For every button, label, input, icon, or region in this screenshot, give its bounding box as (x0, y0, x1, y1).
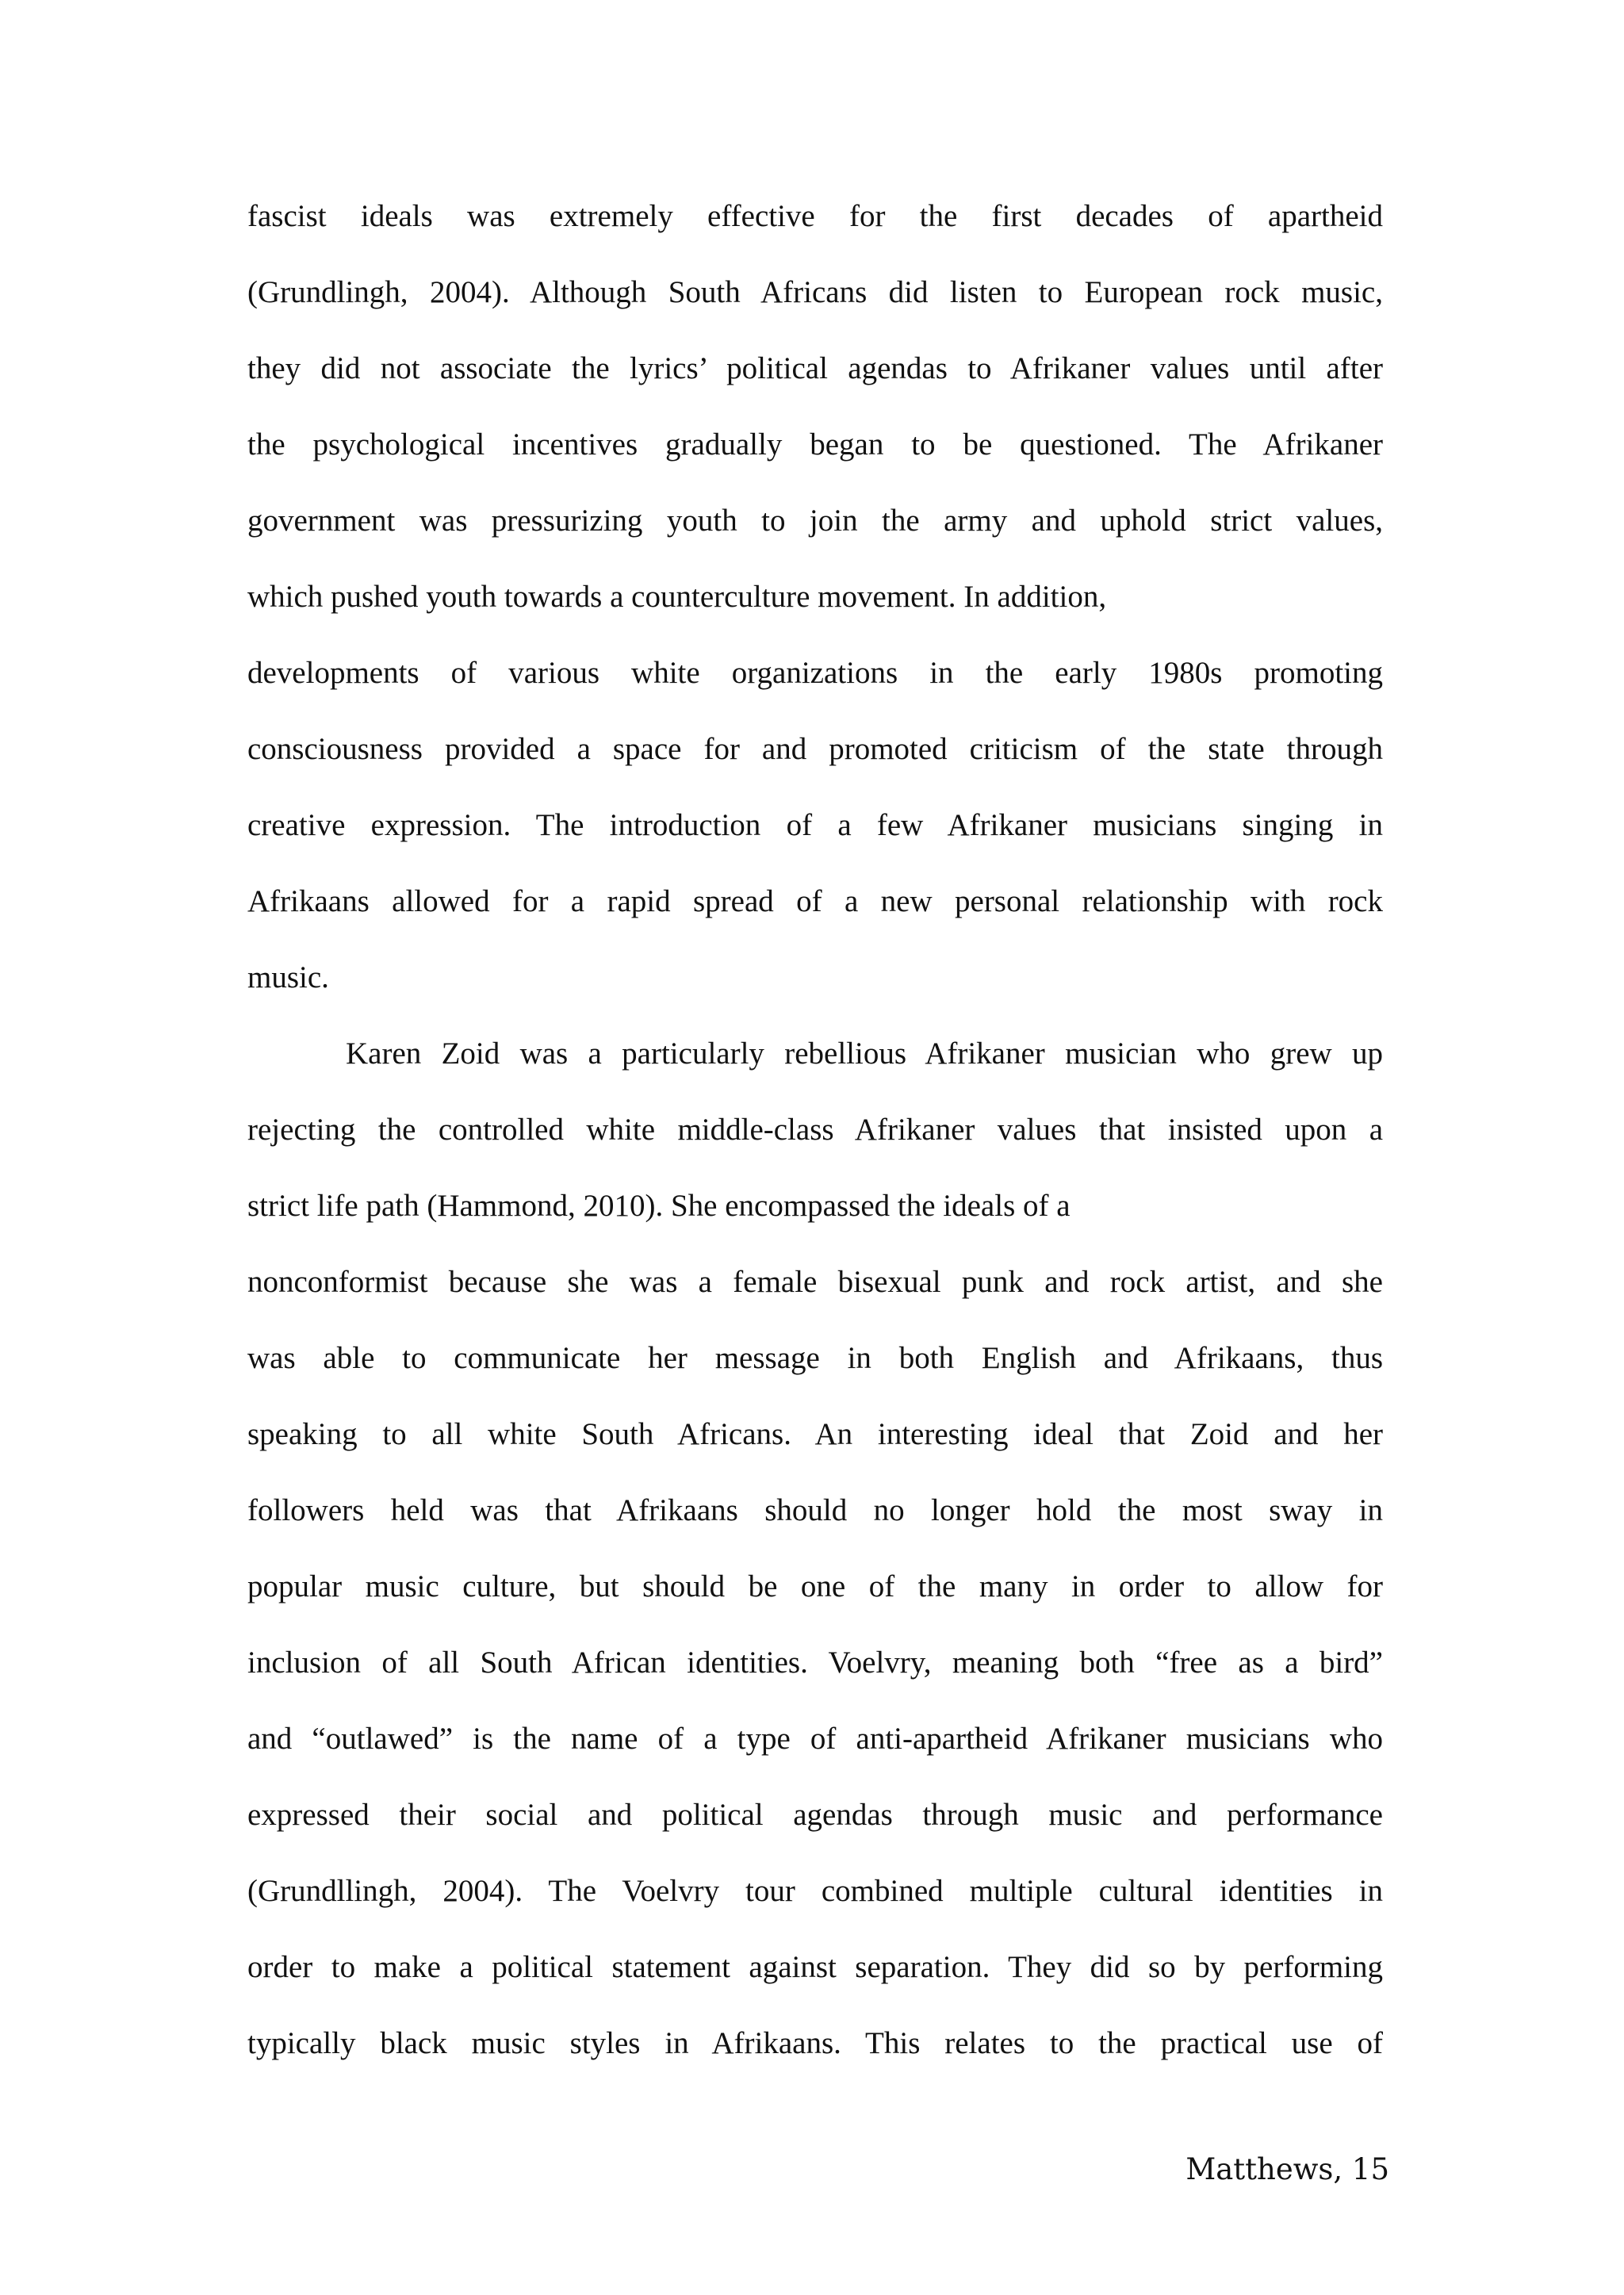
text-line: (Grundlingh, 2004). Although South Africans did listen to European rock music, (247, 275, 1383, 309)
body-text (247, 190, 1383, 2094)
text-line: rejecting the controlled white middle-class Afrikaner values that insisted upon a (247, 1113, 1383, 1147)
text-line: expressed their social and political agendas through music and performance (247, 1798, 1383, 1832)
page-footer (1185, 2147, 1389, 2192)
text-line: Afrikaans allowed for a rapid spread of a new personal relationship with rock (247, 884, 1383, 918)
text-line: (Grundllingh, 2004). The Voelvry tour combined multiple cultural identities in (247, 1874, 1383, 1908)
text-line: typically black music styles in Afrikaans. This relates to the practical use of (247, 2026, 1383, 2060)
text-line: they did not associate the lyrics’ political agendas to Afrikaner values until after (247, 351, 1383, 385)
text-line: fascist ideals was extremely effective for the first decades of apartheid (247, 199, 1383, 233)
page-number: 15 (1351, 2152, 1389, 2186)
text-line: the psychological incentives gradually began to be questioned. The Afrikaner (247, 427, 1383, 462)
text-line: was able to communicate her message in both English and Afrikaans, thus (247, 1341, 1383, 1375)
text-line: order to make a political statement against separation. They did so by performing (247, 1950, 1383, 1984)
text-line: followers held was that Afrikaans should no longer hold the most sway in (247, 1493, 1383, 1527)
text-line: creative expression. The introduction of a few Afrikaner musicians singing in (247, 808, 1383, 842)
text-line: developments of various white organizations in the early 1980s promoting (247, 656, 1383, 690)
text-line: speaking to all white South Africans. An interesting ideal that Zoid and her (247, 1417, 1383, 1451)
footer-author: Matthews, (1185, 2152, 1343, 2186)
text-line: government was pressurizing youth to join the army and uphold strict values, (247, 504, 1383, 538)
text-line: consciousness provided a space for and promoted criticism of the state through (247, 732, 1383, 766)
text-line: music. (247, 960, 329, 994)
text-line: and “outlawed” is the name of a type of anti-apartheid Afrikaner musicians who (247, 1722, 1383, 1756)
text-line: inclusion of all South African identities. Voelvry, meaning both “free as a bird” (247, 1646, 1383, 1680)
text-line: nonconformist because she was a female bisexual punk and rock artist, and she (247, 1265, 1383, 1299)
text-line: strict life path (Hammond, 2010). She encompassed the ideals of a (247, 1189, 1071, 1223)
text-line: Karen Zoid was a particularly rebellious Afrikaner musician who grew up (346, 1036, 1383, 1071)
text-line: which pushed youth towards a counterculture movement. In addition, (247, 580, 1107, 614)
text-line: popular music culture, but should be one of the many in order to allow for (247, 1569, 1383, 1603)
